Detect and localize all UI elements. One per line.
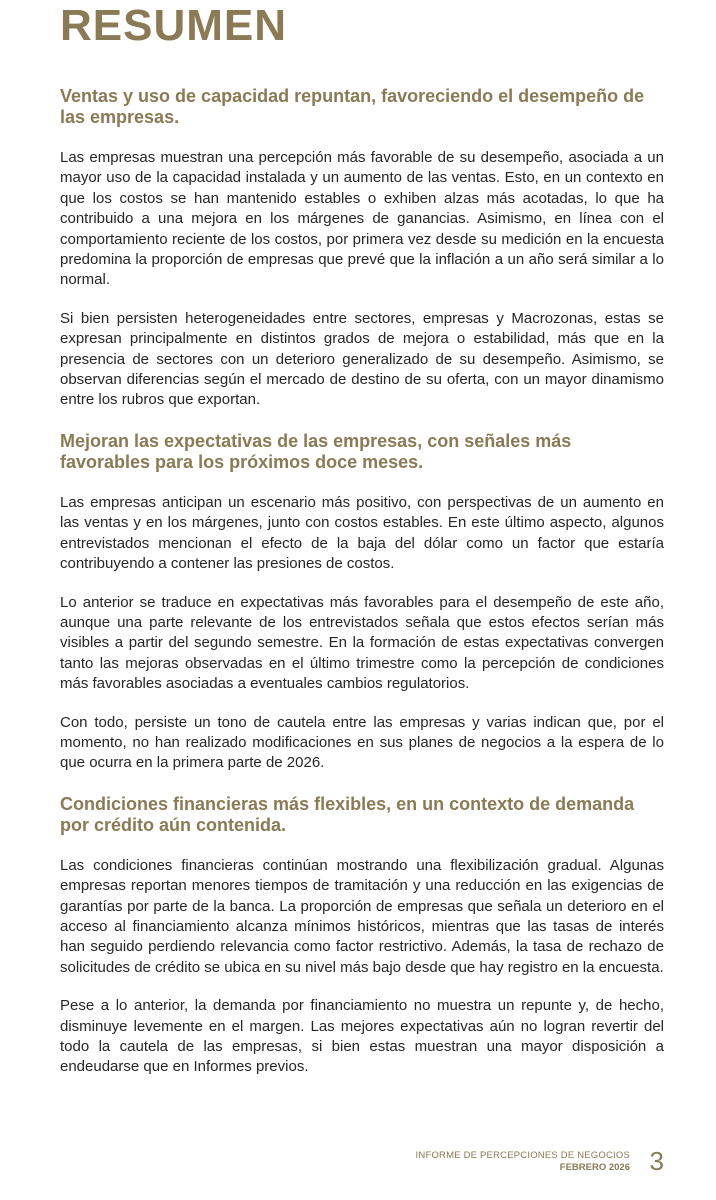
section-sales-capacity [60, 86, 664, 411]
paragraph: Las empresas anticipan un escenario más positivo, con perspectivas de un aumento en las ventas y en los márgenes, junto con costos estables. En este último aspecto, algunos entrevistados mencionan el efecto de la baja del dólar como un factor que estaría contribuyendo a contener las presiones de costos. [60, 493, 664, 573]
report-date: FEBRERO 2026 [559, 1162, 630, 1173]
section-heading: Ventas y uso de capacidad repuntan, favoreciendo el desempeño de las empresas. [60, 86, 645, 127]
paragraph: Las empresas muestran una percepción más favorable de su desempeño, asociada a un mayor uso de la capacidad instalada y un aumento de las ventas. Esto, en un contexto en que los costos se han mantenido estables o exhiben alzas más acotadas, lo que ha contribuido a una mejora en los márgenes de ganancias. Asimismo, en línea con el comportamiento reciente de los costos, por primera vez desde su medición en la encuesta predomina la proporción de empresas que prevé que la inflación a un año será similar a lo normal. [60, 149, 664, 289]
page-title: RESUMEN [60, 1, 288, 50]
section-financial-conditions [60, 794, 664, 1078]
report-name: INFORME DE PERCEPCIONES DE NEGOCIOS [415, 1150, 630, 1161]
paragraph: Lo anterior se traduce en expectativas más favorables para el desempeño de este año, aunque una parte relevante de los entrevistados señala que estos efectos serían más visibles a partir del segundo semestre. En la formación de estas expectativas convergen tanto las mejoras observadas en el último trimestre como la percepción de condiciones más favorables asociadas a eventuales cambios regulatorios. [60, 593, 664, 693]
paragraph: Pese a lo anterior, la demanda por financiamiento no muestra un repunte y, de hecho, disminuye levemente en el margen. Las mejores expectativas aún no logran revertir del todo la cautela de las empresas, si bien estas muestran una mayor disposición a endeudarse que en Informes previos. [60, 997, 664, 1076]
paragraph: Las condiciones financieras continúan mostrando una flexibilización gradual. Algunas empresas reportan menores tiempos de tramitación y una reducción en las exigencias de garantías por parte de la banca. La proporción de empresas que señala un deterioro en el acceso al financiamiento alcanza mínimos históricos, mientras que las tasas de interés han seguido perdiendo relevancia como factor restrictivo. Además, la tasa de rechazo de solicitudes de crédito se ubica en su nivel más bajo desde que hay registro en la encuesta. [60, 856, 664, 976]
paragraph: Si bien persisten heterogeneidades entre sectores, empresas y Macrozonas, estas se expresan principalmente en distintos grados de mejora o estabilidad, más que en la presencia de sectores con un deterioro generalizado de su desempeño. Asimismo, se observan diferencias según el mercado de destino de su oferta, con un mayor dinamismo entre los rubros que exportan. [60, 309, 664, 409]
paragraph: Con todo, persiste un tono de cautela entre las empresas y varias indican que, por el momento, no han realizado modificaciones en sus planes de negocios a la espera de lo que ocurra en la primera parte de 2026. [60, 713, 664, 772]
summary-content [60, 86, 664, 1098]
page-footer [416, 1150, 630, 1174]
section-heading: Mejoran las expectativas de las empresas, con señales más favorables para los próximos doce meses. [60, 430, 572, 472]
page-number: 3 [649, 1146, 664, 1176]
section-expectations [60, 431, 664, 774]
section-heading: Condiciones financieras más flexibles, en un contexto de demanda por crédito aún contenida. [60, 793, 635, 835]
